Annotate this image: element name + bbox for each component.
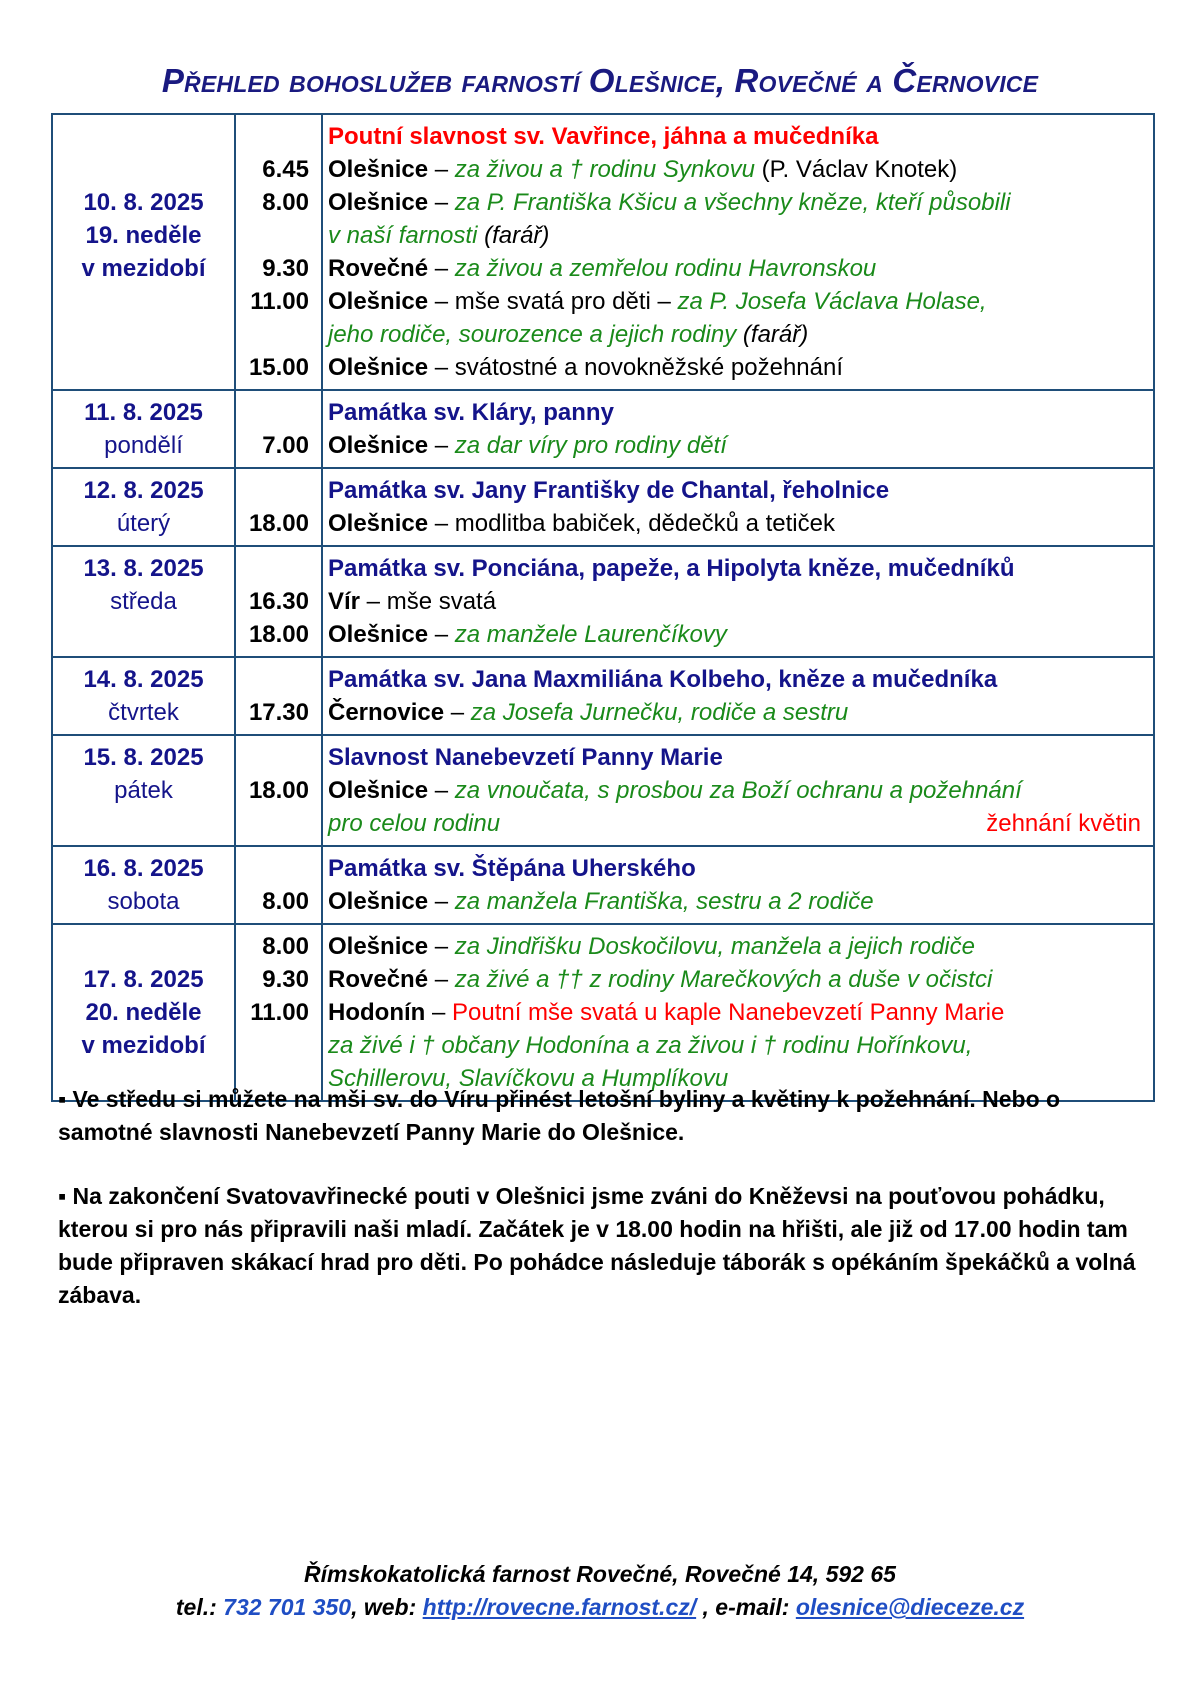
mass-time: 16.30 (248, 588, 309, 615)
day-name: úterý (116, 510, 171, 537)
dash: – (428, 777, 455, 804)
note-fairy-tale: ▪ Na zakončení Svatovavřinecké pouti v Olešnici jsme zváni do Kněževsi na pouťovou pohádku, kterou si pro nás připravili naši mladí. Začátek je v 18.00 hodin na hřišti, ale již od 17.00 hodin tam bude připraven skákací hrad pro děti. Po pohádce následuje táborák s opékáním špekáčků a volná zábava. (58, 1183, 1136, 1308)
time-cell (235, 546, 322, 657)
place: Vír (328, 588, 361, 615)
date: 17. 8. 2025 (83, 966, 204, 993)
time-cell (235, 846, 322, 924)
intention: za Jindřišku Doskočilovu, manžela a jejich rodiče (454, 933, 975, 960)
mass-line (328, 963, 1149, 996)
place: Olešnice (328, 621, 429, 648)
dash: – (428, 288, 455, 315)
schedule-table (51, 113, 1155, 1102)
intention: za živou a zemřelou rodinu Havronskou (454, 255, 877, 282)
tel-label: tel.: (175, 1594, 224, 1620)
mass-line (328, 585, 1149, 618)
date-cell (52, 657, 235, 735)
day-name: 19. neděle (85, 222, 202, 249)
place: Rovečné (328, 255, 429, 282)
date: 14. 8. 2025 (83, 666, 204, 693)
dash: – (428, 189, 455, 216)
description-cell (322, 735, 1154, 846)
mass-time: 9.30 (262, 966, 309, 993)
liturgical-period: v mezidobí (81, 1032, 206, 1059)
intention: za živé i † občany Hodonína a za živou i † rodinu Hořínkovu, (328, 1032, 973, 1059)
date: 13. 8. 2025 (83, 555, 204, 582)
mass-time (236, 219, 309, 252)
day-row (52, 846, 1154, 924)
mass-line (328, 285, 1149, 318)
mass-time: 8.00 (262, 888, 309, 915)
dash: – (428, 255, 455, 282)
dash: – (444, 699, 471, 726)
place: Olešnice (328, 933, 429, 960)
day-name: sobota (107, 888, 180, 915)
day-row (52, 114, 1154, 390)
dash: – (428, 621, 455, 648)
pilgrimage-mass: Poutní mše svatá u kaple Nanebevzetí Panny Marie (452, 999, 1005, 1026)
mass-line (328, 696, 1149, 729)
mass-line (328, 807, 1149, 840)
description-cell (322, 924, 1154, 1101)
feast-title: Památka sv. Kláry, panny (328, 399, 614, 426)
place: Černovice (328, 699, 445, 726)
time-cell (235, 468, 322, 546)
feast-title: Památka sv. Ponciána, papeže, a Hipolyta kněze, mučedníků (328, 555, 1015, 582)
tel-number: 732 701 350 (223, 1594, 352, 1620)
intention: jeho rodiče, sourozence a jejich rodiny (328, 321, 737, 348)
description-cell (322, 846, 1154, 924)
day-name: pondělí (104, 432, 183, 459)
day-name: čtvrtek (108, 699, 179, 726)
web-label: , web: (351, 1594, 423, 1620)
time-cell (235, 657, 322, 735)
email-link[interactable]: olesnice@dieceze.cz (795, 1594, 1025, 1620)
dash: – (428, 510, 455, 537)
page-title: Přehled bohoslužeb farností Olešnice, Rovečné a Černovice (161, 62, 1039, 99)
description-cell (322, 390, 1154, 468)
web-link[interactable]: http://rovecne.farnost.cz/ (422, 1594, 697, 1620)
mass-time (236, 1029, 309, 1062)
intention: za živou a † rodinu Synkovu (454, 156, 755, 183)
dash: – (428, 156, 455, 183)
place: Olešnice (328, 156, 429, 183)
mass-time (236, 318, 309, 351)
date-cell (52, 114, 235, 390)
mass-info: mše svatá (386, 588, 497, 615)
mass-line (328, 507, 1149, 540)
mass-line (328, 351, 1149, 384)
mass-line (328, 219, 1149, 252)
intention: za manžela Františka, sestru a 2 rodiče (454, 888, 874, 915)
mass-time: 11.00 (250, 288, 309, 315)
mass-info: mše svatá pro děti – (454, 288, 678, 315)
dash: – (360, 588, 387, 615)
day-name: 20. neděle (85, 999, 202, 1026)
mass-line (328, 885, 1149, 918)
mass-line (328, 429, 1149, 462)
mass-time: 17.30 (248, 699, 309, 726)
time-cell (235, 114, 322, 390)
mass-time: 18.00 (248, 621, 309, 648)
date-cell (52, 468, 235, 546)
mass-line (328, 930, 1149, 963)
dash: – (428, 966, 455, 993)
email-label: , e-mail: (696, 1594, 796, 1620)
intention: za Josefa Jurnečku, rodiče a sestru (470, 699, 849, 726)
feast-title: Památka sv. Štěpána Uherského (328, 855, 696, 882)
feast-title: Památka sv. Jana Maxmiliána Kolbeho, kněze a mučedníka (328, 666, 998, 693)
mass-time: 8.00 (262, 933, 309, 960)
footer-contact (0, 1591, 1200, 1624)
intention: za P. Františka Kšicu a všechny kněze, kteří působili (454, 189, 1011, 216)
time-cell (235, 390, 322, 468)
celebrant-note: (farář) (477, 222, 550, 249)
intention: pro celou rodinu (328, 810, 501, 837)
intention: za P. Josefa Václava Holase, (677, 288, 987, 315)
day-row (52, 546, 1154, 657)
mass-time: 18.00 (248, 777, 309, 804)
place: Olešnice (328, 888, 429, 915)
mass-line (328, 1029, 1149, 1062)
date-cell (52, 924, 235, 1101)
date: 15. 8. 2025 (83, 744, 204, 771)
day-row (52, 735, 1154, 846)
date-cell (52, 546, 235, 657)
time-cell (235, 735, 322, 846)
mass-info: svátostné a novokněžské požehnání (454, 354, 844, 381)
mass-line (328, 318, 1149, 351)
dash: – (425, 999, 452, 1026)
note-herbs: ▪ Ve středu si můžete na mši sv. do Víru přinést letošní byliny a květiny k požehnání. Nebo o samotné slavnosti Nanebevzetí Panny Marie do Olešnice. (58, 1086, 1061, 1145)
mass-line (328, 774, 1149, 807)
day-name: středa (110, 588, 177, 615)
mass-time: 11.00 (250, 999, 309, 1026)
celebrant-note: (farář) (736, 321, 809, 348)
intention: za vnoučata, s prosbou za Boží ochranu a požehnání (454, 777, 1022, 804)
dash: – (428, 354, 455, 381)
feast-title: Slavnost Nanebevzetí Panny Marie (328, 744, 723, 771)
dash: – (428, 933, 455, 960)
place: Hodonín (328, 999, 426, 1026)
dash: – (428, 432, 455, 459)
place: Olešnice (328, 189, 429, 216)
intention: Schillerovu, Slavíčkovu a Humplíkovu (328, 1065, 729, 1092)
day-row (52, 657, 1154, 735)
description-cell (322, 468, 1154, 546)
blessing-note: žehnání květin (986, 810, 1141, 837)
mass-line (328, 153, 1149, 186)
date-cell (52, 390, 235, 468)
date-cell (52, 846, 235, 924)
place: Rovečné (328, 966, 429, 993)
day-name: pátek (114, 777, 173, 804)
mass-line (328, 618, 1149, 651)
mass-time: 7.00 (262, 432, 309, 459)
date: 11. 8. 2025 (84, 399, 203, 426)
day-row (52, 390, 1154, 468)
dash: – (428, 888, 455, 915)
day-row (52, 468, 1154, 546)
description-cell (322, 546, 1154, 657)
time-cell (235, 924, 322, 1101)
date: 16. 8. 2025 (83, 855, 204, 882)
date: 12. 8. 2025 (83, 477, 204, 504)
mass-time: 15.00 (248, 354, 309, 381)
description-cell (322, 114, 1154, 390)
date-cell (52, 735, 235, 846)
mass-time: 18.00 (248, 510, 309, 537)
date: 10. 8. 2025 (83, 189, 204, 216)
description-cell (322, 657, 1154, 735)
mass-line (328, 252, 1149, 285)
mass-time: 9.30 (262, 255, 309, 282)
place: Olešnice (328, 777, 429, 804)
mass-info: modlitba babiček, dědečků a tetiček (454, 510, 835, 537)
intention: za živé a †† z rodiny Marečkových a duše v očistci (454, 966, 993, 993)
feast-title: Poutní slavnost sv. Vavřince, jáhna a mučedníka (328, 123, 879, 150)
footer-address: Římskokatolická farnost Rovečné, Rovečné 14, 592 65 (304, 1561, 896, 1587)
feast-title: Památka sv. Jany Františky de Chantal, řeholnice (328, 477, 890, 504)
mass-time: 6.45 (262, 156, 309, 183)
day-row (52, 924, 1154, 1101)
place: Olešnice (328, 354, 429, 381)
mass-time (236, 807, 309, 840)
place: Olešnice (328, 288, 429, 315)
place: Olešnice (328, 432, 429, 459)
intention: za dar víry pro rodiny dětí (454, 432, 727, 459)
intention: v naší farnosti (328, 222, 478, 249)
mass-line (328, 186, 1149, 219)
mass-line (328, 996, 1149, 1029)
intention: za manžele Laurenčíkovy (454, 621, 727, 648)
mass-time: 8.00 (262, 189, 309, 216)
liturgical-period: v mezidobí (81, 255, 206, 282)
celebrant-note: (P. Václav Knotek) (754, 156, 958, 183)
place: Olešnice (328, 510, 429, 537)
